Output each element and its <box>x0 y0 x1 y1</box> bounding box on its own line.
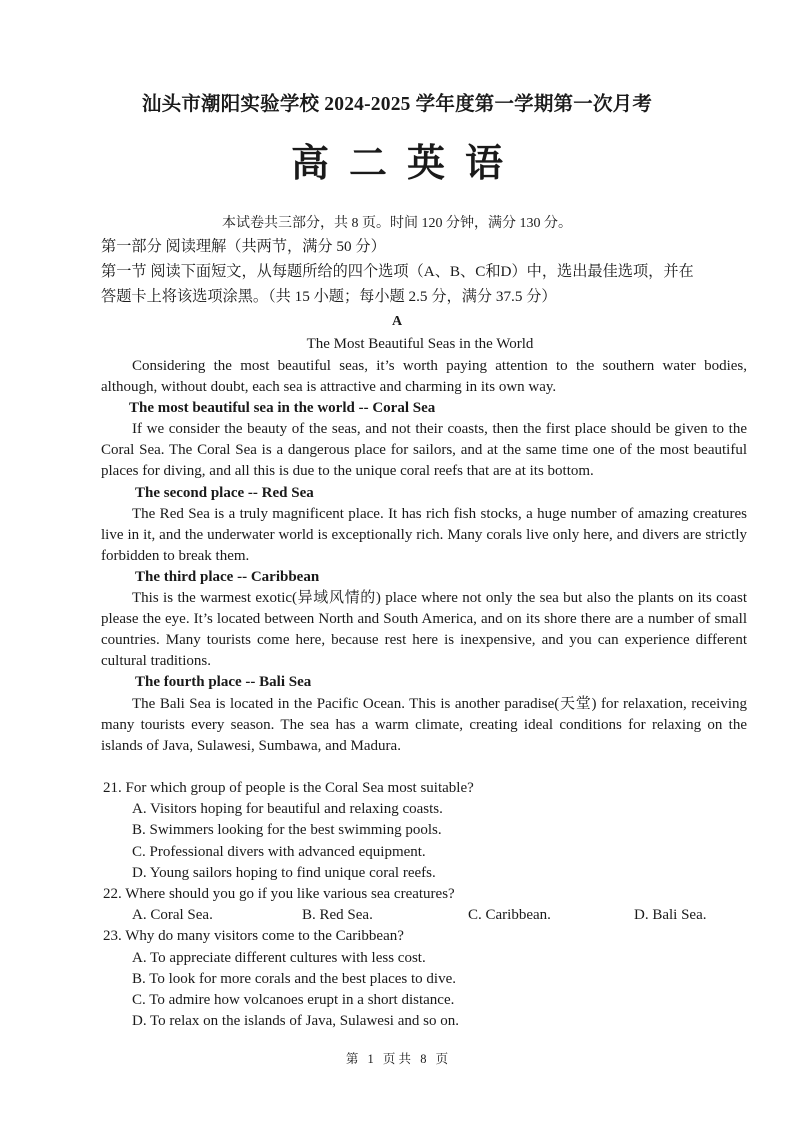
question-21 <box>103 778 748 884</box>
passage-intro: Considering the most beautiful seas, it’s worth paying attention to the southern water bodies, although, without doubt, each sea is attractive and charming in its own way. <box>101 358 747 396</box>
footer-page-number: 1 <box>367 1052 374 1066</box>
option-b: B. To look for more corals and the best places to dive. <box>132 970 457 987</box>
option-c: C. To admire how volcanoes erupt in a short distance. <box>132 992 455 1009</box>
question-stem: 22. Where should you go if you like various sea creatures? <box>103 886 455 903</box>
section-heading: The second place -- Red Sea <box>135 484 314 501</box>
passage-title: The Most Beautiful Seas in the World <box>306 336 534 352</box>
question-22 <box>103 884 748 926</box>
option-c: C. Professional divers with advanced equipment. <box>132 843 426 860</box>
school-title: 汕头市潮阳实验学校 2024-2025 学年度第一学期第一次月考 <box>141 94 653 115</box>
option-d: D. Young sailors hoping to find unique coral reefs. <box>132 864 436 881</box>
footer-total-pages: 8 <box>420 1052 427 1066</box>
section-text: This is the warmest exotic(异域风情的) place where not only the sea but also the plants on its coast please the eye. It’s located between North and South America, and on its shore there are a number of small countries. Many tourists come here, because rest here is inexpensive, and you can experience different cultural traditions. <box>101 590 747 670</box>
section-heading: The most beautiful sea in the world -- Coral Sea <box>129 400 436 417</box>
option-b: B. Red Sea. <box>302 907 373 924</box>
option-b: B. Swimmers looking for the best swimming pools. <box>132 822 442 839</box>
question-stem: 23. Why do many visitors come to the Caribbean? <box>103 928 404 945</box>
section-text: The Bali Sea is located in the Pacific Ocean. This is another paradise(天堂) for relaxation, receiving many tourists every season. The sea has a warm climate, creating ideal conditions for relaxing on the islands of Java, Sulawesi, Sumbawa, and Madura. <box>101 695 747 754</box>
option-d: D. To relax on the islands of Java, Sulawesi and so on. <box>132 1013 459 1030</box>
section1-line1: 第一节 阅读下面短文，从每题所给的四个选项（A、B、C和D）中，选出最佳选项，并在 <box>101 263 694 280</box>
section1-instructions <box>101 259 751 309</box>
footer-middle: 页 共 <box>382 1052 412 1066</box>
option-a: A. To appreciate different cultures with less cost. <box>132 949 426 966</box>
exam-info: 本试卷共三部分，共 8 页。时间 120 分钟，满分 130 分。 <box>222 216 572 231</box>
question-list <box>103 778 748 1032</box>
option-c: C. Caribbean. <box>468 907 551 924</box>
section1-line2: 答题卡上将该选项涂黑。（共 15 小题；每小题 2.5 分，满分 37.5 分） <box>101 288 557 305</box>
part1-heading: 第一部分 阅读理解（共两节，满分 50 分） <box>101 238 386 255</box>
page-footer <box>0 1049 794 1067</box>
footer-suffix: 页 <box>435 1052 449 1066</box>
option-row <box>103 905 748 926</box>
passage-body <box>101 356 747 757</box>
subject-title: 高二英语 <box>290 143 523 185</box>
section-heading: The third place -- Caribbean <box>135 568 320 585</box>
option-d: D. Bali Sea. <box>634 907 707 924</box>
section-heading: The fourth place -- Bali Sea <box>135 674 312 691</box>
question-stem: 21. For which group of people is the Coral Sea most suitable? <box>103 780 474 796</box>
footer-prefix: 第 <box>345 1052 359 1066</box>
passage-letter: A <box>391 314 403 329</box>
section-text: The Red Sea is a truly magnificent place. It has rich fish stocks, a huge number of amazing creatures live in it, and the underwater world is exceptionally rich. Many corals live only here, and divers are strictly forbidden to break them. <box>101 505 747 564</box>
option-a: A. Coral Sea. <box>132 907 213 924</box>
option-a: A. Visitors hoping for beautiful and relaxing coasts. <box>132 801 443 818</box>
section-text: If we consider the beauty of the seas, and not their coasts, then the first place should be given to the Coral Sea. The Coral Sea is a dangerous place for sailors, and at the same time one of the most beautiful places for diving, and all this is due to the unique coral reefs that are at its bottom. <box>101 421 747 480</box>
question-23 <box>103 926 748 1032</box>
